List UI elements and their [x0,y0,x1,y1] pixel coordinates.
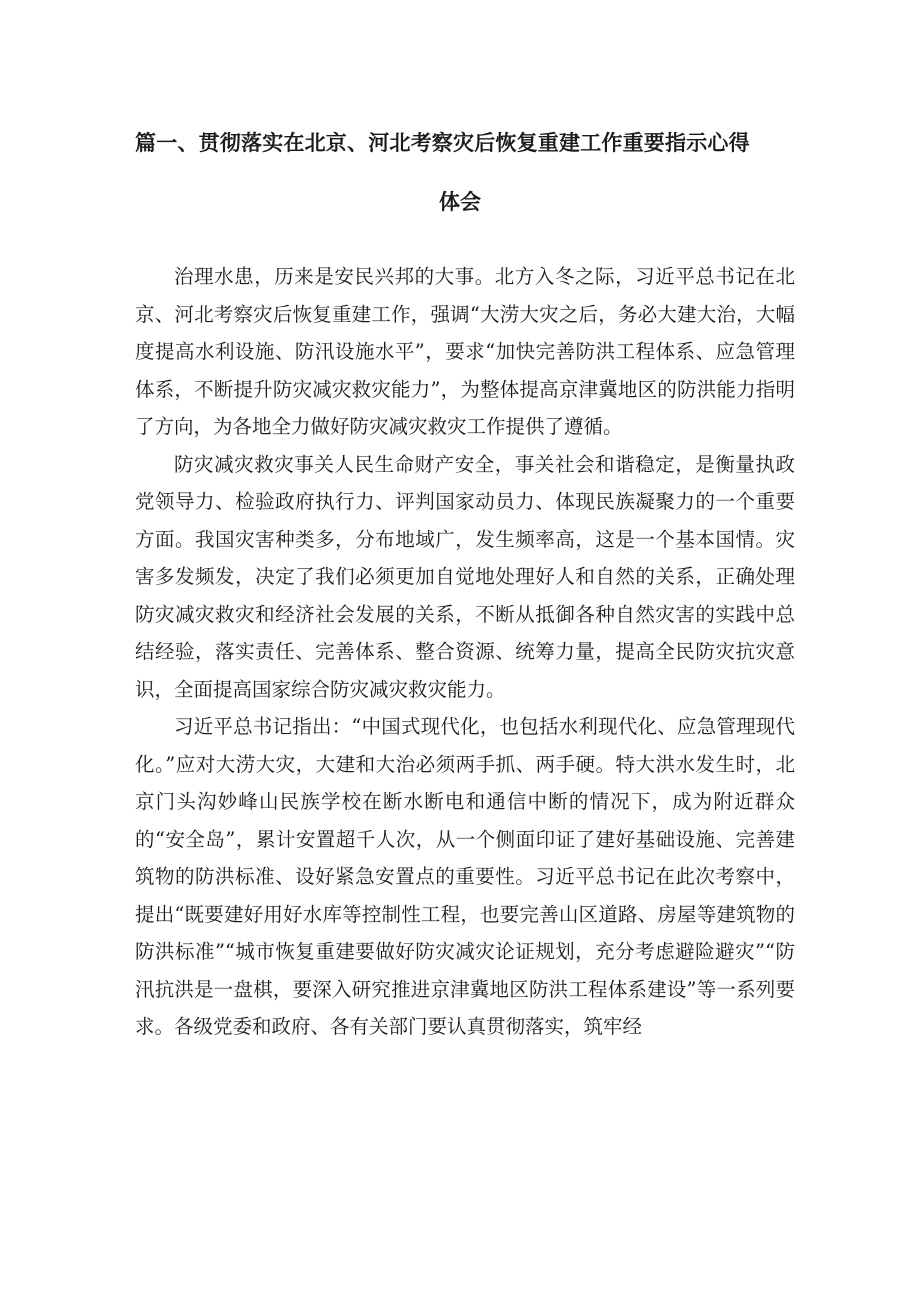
paragraph-3: 习近平总书记指出：“中国式现代化，也包括水利现代化、应急管理现代化。”应对大涝大灾，大建和大治必须两手抓、两手硬。特大洪水发生时，北京门头沟妙峰山民族学校在断水断电和通信中断的情况下，成为附近群众的“安全岛”，累计安置超千人次，从一个侧面印证了建好基础设施、完善建筑物的防洪标准、设好紧急安置点的重要性。习近平总书记在此次考察中，提出“既要建好用好水库等控制性工程，也要完善山区道路、房屋等建筑物的防洪标准”“城市恢复重建要做好防灾减灾论证规划，充分考虑避险避灾”“防汛抗洪是一盘棋，要深入研究推进京津冀地区防洪工程体系建设”等一系列要求。各级党委和政府、各有关部门要认真贯彻落实，筑牢经 [135,715,795,1038]
document-body [135,258,795,1046]
paragraph-1: 治理水患，历来是安民兴邦的大事。北方入冬之际，习近平总书记在北京、河北考察灾后恢复重建工作，强调“大涝大灾之后，务必大建大治，大幅度提高水利设施、防汛设施水平”，要求“加快完善防洪工程体系、应急管理体系，不断提升防灾减灾救灾能力”，为整体提高京津冀地区的防洪能力指明了方向，为各地全力做好防灾减灾救灾工作提供了遵循。 [135,265,795,438]
document-title-line-2: 体会 [439,190,481,214]
paragraph-2: 防灾减灾救灾事关人民生命财产安全，事关社会和谐稳定，是衡量执政党领导力、检验政府执行力、评判国家动员力、体现民族凝聚力的一个重要方面。我国灾害种类多，分布地域广，发生频率高，这是一个基本国情。灾害多发频发，决定了我们必须更加自觉地处理好人和自然的关系，正确处理防灾减灾救灾和经济社会发展的关系，不断从抵御各种自然灾害的实践中总结经验，落实责任、完善体系、整合资源、统筹力量，提高全民防灾抗灾意识，全面提高国家综合防灾减灾救灾能力。 [135,452,795,701]
document-title-line-1: 篇一、贯彻落实在北京、河北考察灾后恢复重建工作重要指示心得 [135,131,750,155]
